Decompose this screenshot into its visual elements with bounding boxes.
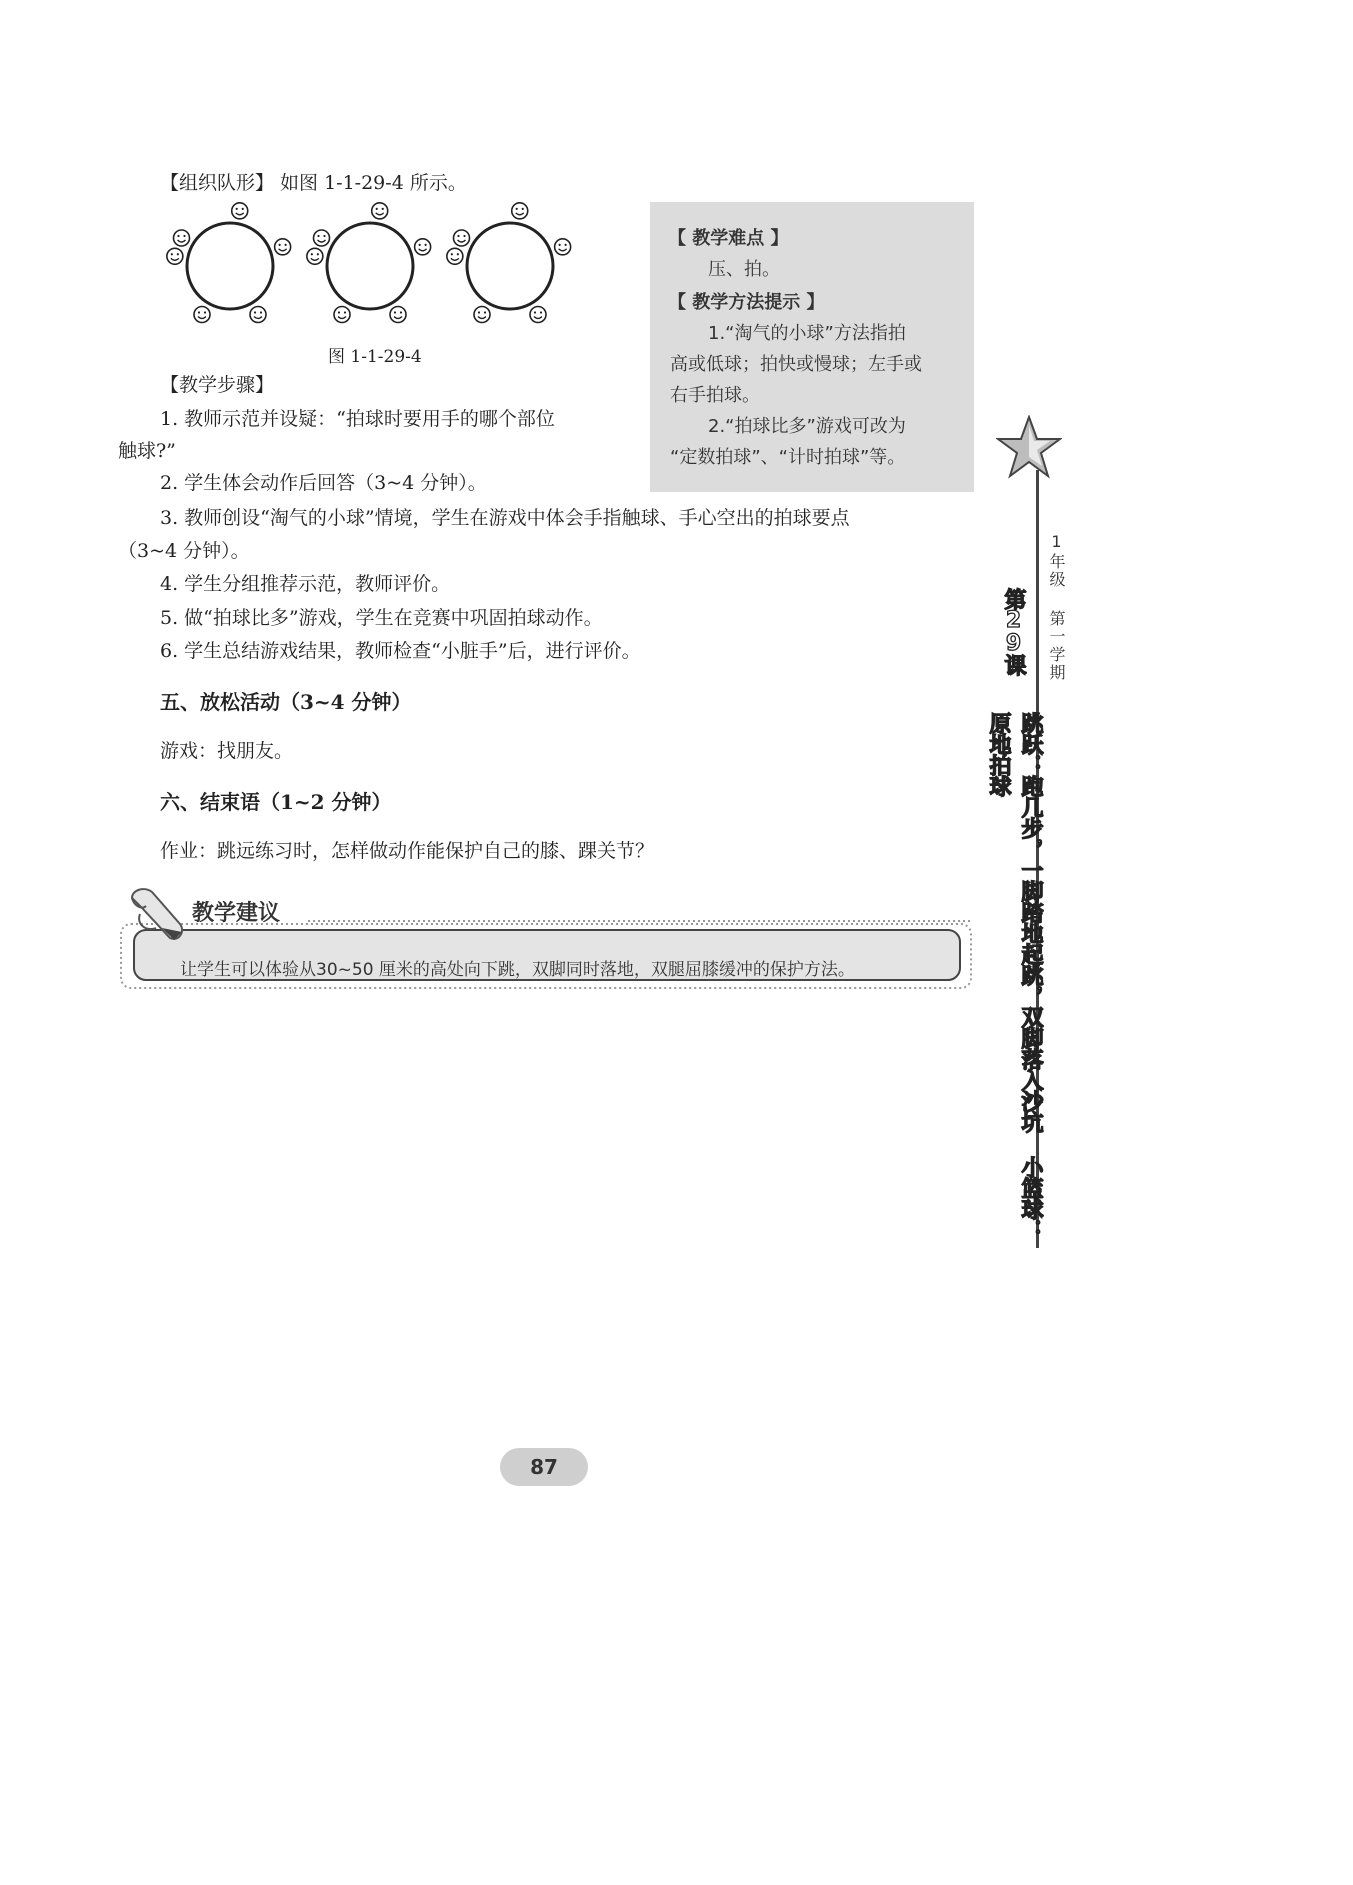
student-smiley-icon: [454, 230, 470, 246]
student-smiley-icon: [275, 239, 291, 255]
method-1-line-3: 右手拍球。: [670, 385, 760, 406]
star-icon: [996, 415, 1062, 479]
advice-title: 教学建议: [192, 901, 281, 926]
lesson-number: 第29课: [1001, 588, 1026, 674]
step-6: 6. 学生总结游戏结果，教师检查“小脏手”后，进行评价。: [160, 640, 641, 662]
student-smiley-icon: [334, 306, 350, 322]
student-smiley-icon: [474, 306, 490, 322]
formation-circle: [187, 223, 273, 309]
student-smiley-icon: [555, 239, 571, 255]
page-number: 87: [500, 1448, 588, 1486]
student-smiley-icon: [167, 248, 183, 264]
formation-circle: [467, 223, 553, 309]
method-2-line-1: 2.“拍球比多”游戏可改为: [708, 416, 906, 437]
section-6-text: 作业：跳远练习时，怎样做动作能保护自己的膝、踝关节？: [160, 840, 655, 862]
step-1-line-1: 1. 教师示范并设疑：“拍球时要用手的哪个部位: [160, 408, 555, 430]
figure-caption: 图 1-1-29-4: [328, 347, 422, 367]
section-6-heading: 六、结束语（1~2 分钟）: [160, 790, 392, 814]
difficulty-text: 压、拍。: [708, 259, 780, 280]
student-smiley-icon: [390, 306, 406, 322]
method-1-line-2: 高或低球；拍快或慢球；左手或: [670, 354, 922, 375]
steps-heading: 【教学步骤】: [160, 374, 275, 396]
section-5-text: 游戏：找朋友。: [160, 740, 294, 762]
student-smiley-icon: [307, 248, 323, 264]
student-smiley-icon: [512, 203, 528, 219]
formation-diagram: [160, 198, 600, 328]
advice-text: 让学生可以体验从30~50 厘米的高处向下跳，双脚同时落地，双腿屈膝缓冲的保护方法。: [180, 960, 855, 980]
method-1-line-1: 1.“淘气的小球”方法指拍: [708, 323, 906, 344]
step-5: 5. 做“拍球比多”游戏，学生在竞赛中巩固拍球动作。: [160, 607, 603, 629]
formation-circle: [327, 223, 413, 309]
formation-figure: [160, 198, 600, 328]
student-smiley-icon: [194, 306, 210, 322]
student-smiley-icon: [232, 203, 248, 219]
teaching-tips-box: [650, 202, 974, 492]
step-3-line-1: 3. 教师创设“淘气的小球”情境，学生在游戏中体会手指触球、手心空出的拍球要点: [160, 507, 850, 529]
method-2-line-2: “定数拍球”、“计时拍球”等。: [670, 447, 906, 468]
step-1-line-2: 触球?”: [118, 440, 176, 462]
grade-label: 1年级 第一学期: [1047, 532, 1066, 682]
difficulty-heading: 【 教学难点 】: [668, 228, 789, 249]
student-smiley-icon: [447, 248, 463, 264]
section-5-heading: 五、放松活动（3~4 分钟）: [160, 690, 412, 714]
scroll-icon: [122, 884, 192, 950]
method-heading: 【 教学方法提示 】: [668, 292, 825, 313]
student-smiley-icon: [174, 230, 190, 246]
step-2: 2. 学生体会动作后回答（3~4 分钟）。: [160, 472, 487, 494]
step-4: 4. 学生分组推荐示范，教师评价。: [160, 573, 451, 595]
student-smiley-icon: [372, 203, 388, 219]
student-smiley-icon: [250, 306, 266, 322]
lesson-title: 跳跃：跑几步，一脚踏地起跳，双脚落入沙坑 小篮球：原地拍球: [986, 712, 1043, 1240]
organization-line: 【组织队形】 如图 1-1-29-4 所示。: [160, 172, 467, 194]
student-smiley-icon: [314, 230, 330, 246]
step-3-line-2: （3~4 分钟）。: [118, 540, 250, 562]
student-smiley-icon: [415, 239, 431, 255]
student-smiley-icon: [530, 306, 546, 322]
